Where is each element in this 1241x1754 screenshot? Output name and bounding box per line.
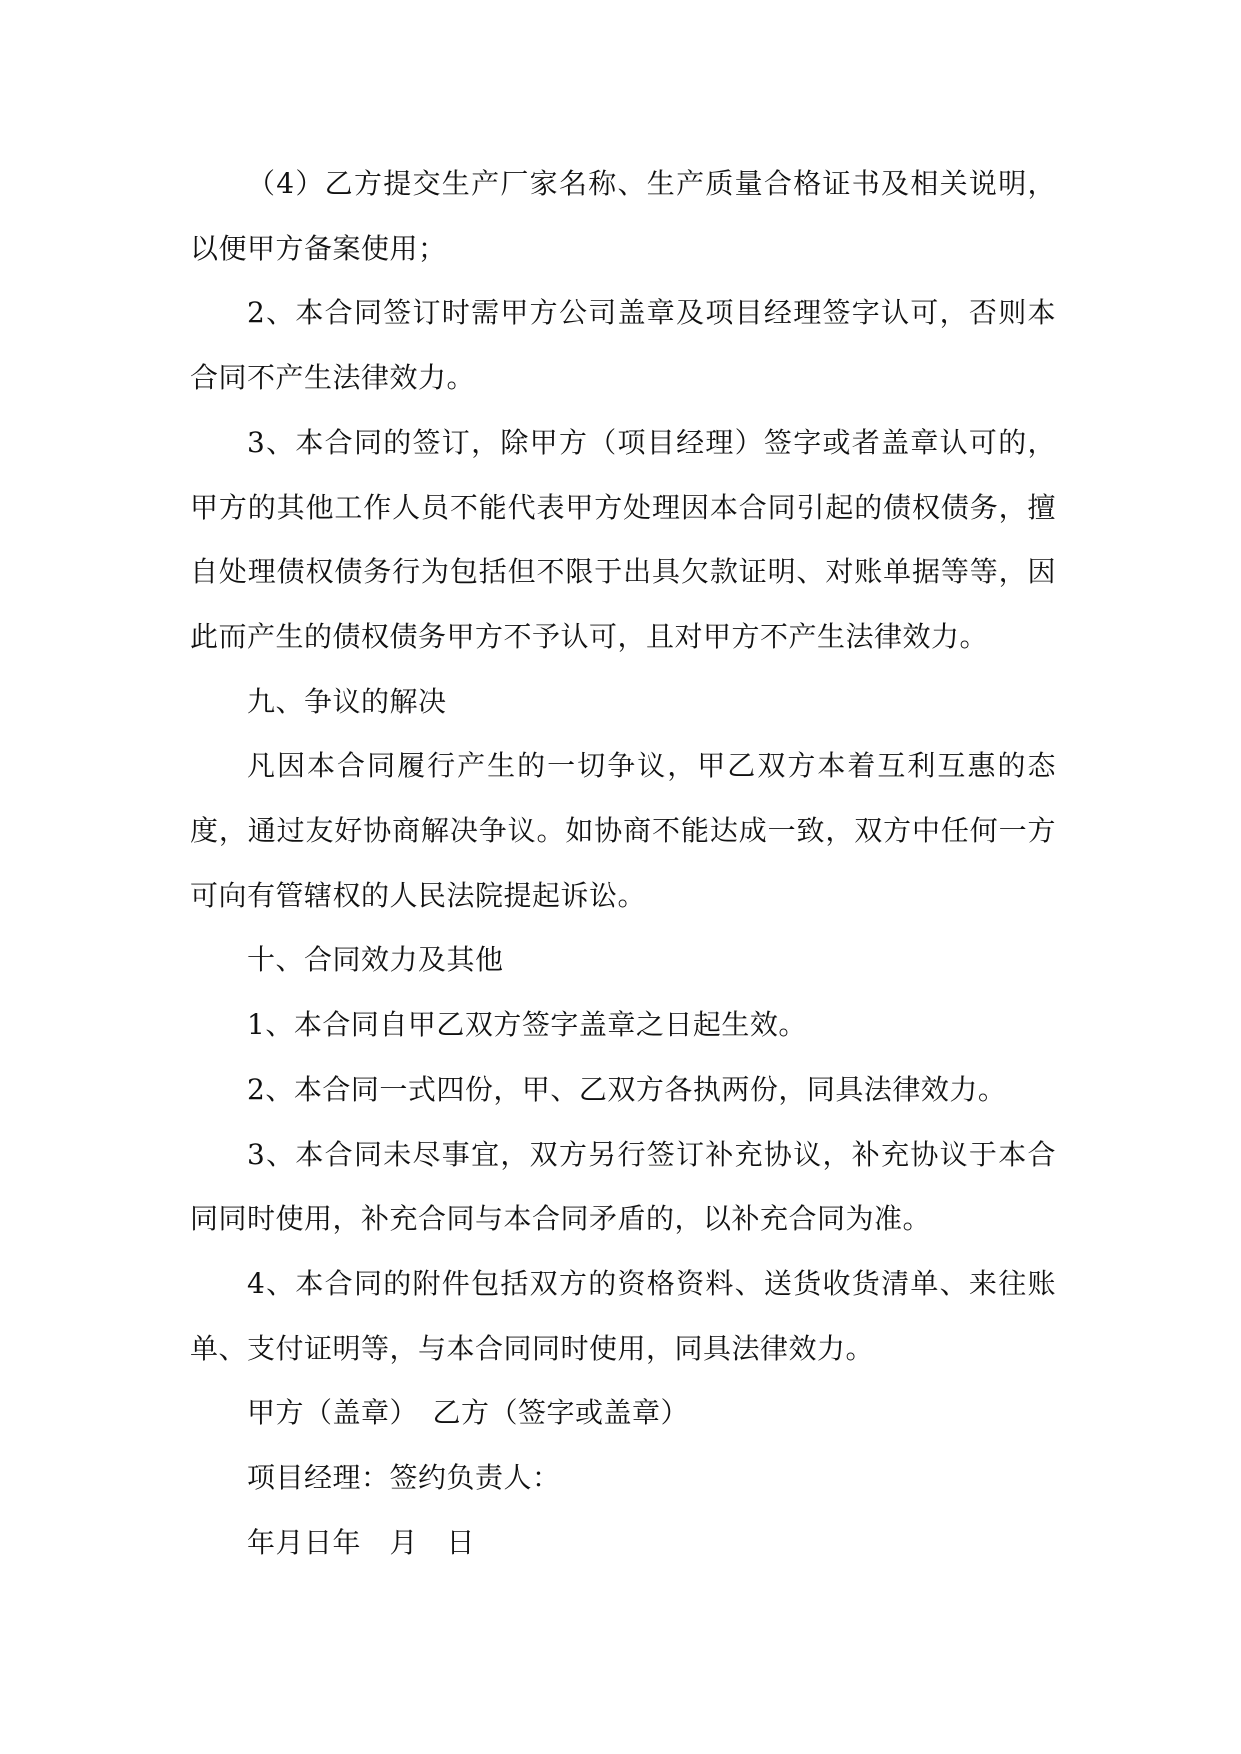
dispute-resolution-text: 凡因本合同履行产生的一切争议，甲乙双方本着互利互惠的态度，通过友好协商解决争议。如协商不能达成一致，双方中任何一方可向有管辖权的人民法院提起诉讼。 [190,749,1056,912]
section-heading-effectiveness: 十、合同效力及其他 [247,943,504,977]
clause-3-authorization: 3、本合同的签订，除甲方（项目经理）签字或者盖章认可的，甲方的其他工作人员不能代表甲方处理因本合同引起的债权债务，擅自处理债权债务行为包括但不限于出具欠款证明、对账单据等等，因此而产生的债权债务甲方不予认可，且对甲方不产生法律效力。 [190,425,1056,653]
effect-clause-1: 1、本合同自甲乙双方签字盖章之日起生效。 [247,1008,807,1042]
clause-2-signing-validity: 2、本合同签订时需甲方公司盖章及项目经理签字认可，否则本合同不产生法律效力。 [190,296,1056,395]
clause-4-submission: （4）乙方提交生产厂家名称、生产质量合格证书及相关说明，以便甲方备案使用； [190,167,1056,265]
signature-dates: 年月日年 月 日 [247,1525,476,1559]
effect-clause-4: 4、本合同的附件包括双方的资格资料、送货收货清单、来往账单、支付证明等，与本合同同时使用，同具法律效力。 [190,1266,1056,1365]
section-heading-dispute: 九、争议的解决 [247,684,447,718]
effect-clause-3: 3、本合同未尽事宜，双方另行签订补充协议，补充协议于本合同同时使用，补充合同与本合同矛盾的，以补充合同为准。 [190,1137,1056,1236]
contract-text [190,152,1056,1575]
signature-representatives: 项目经理：签约负责人： [247,1461,561,1495]
signature-parties: 甲方（盖章） 乙方（签字或盖章） [247,1396,690,1430]
effect-clause-2: 2、本合同一式四份，甲、乙双方各执两份，同具法律效力。 [247,1072,1007,1106]
